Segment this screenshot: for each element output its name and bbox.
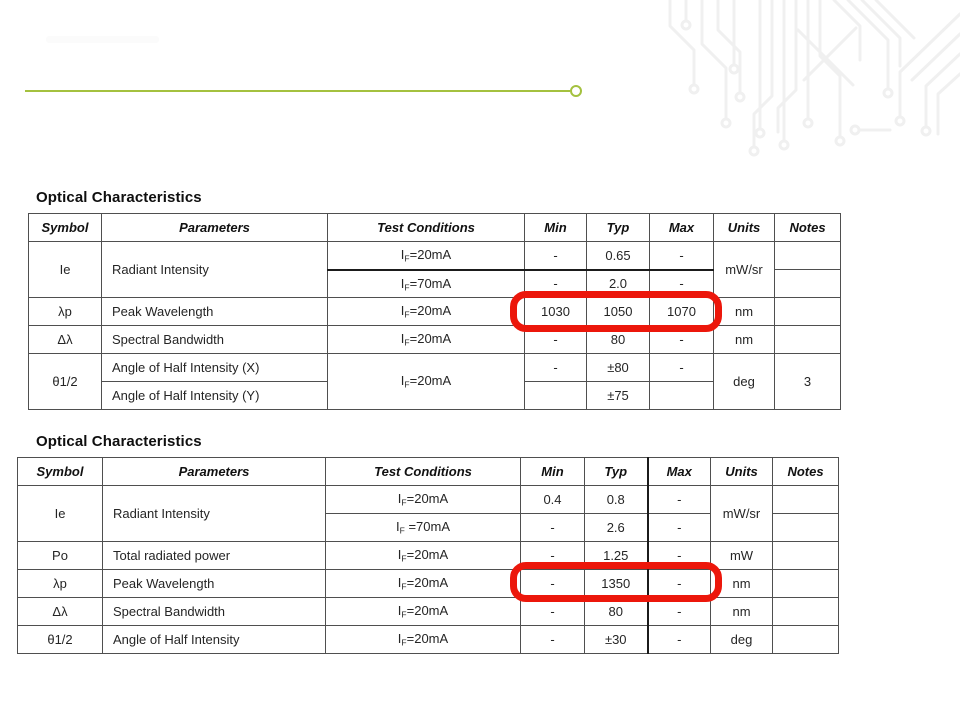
tc-symbol: I [396,519,400,535]
tc-subscript: F [401,581,407,592]
parameter-cell: Angle of Half Intensity (X) [102,354,328,382]
table1-title: Optical Characteristics [36,189,202,206]
parameter-cell: Peak Wavelength [103,570,326,598]
tc-value: =20mA [409,303,452,319]
typ-cell: 1050 [587,298,650,326]
max-cell: - [650,270,714,298]
test-condition-cell [328,354,525,410]
typ-cell: ±80 [587,354,650,382]
units-cell: deg [711,626,773,654]
tc-value: =20mA [406,631,449,647]
units-cell: mW/sr [714,242,775,298]
tc-value: =20mA [406,491,449,507]
notes-cell [773,486,839,514]
units-cell: mW [711,542,773,570]
tc-subscript: F [404,309,410,320]
min-cell [525,382,587,410]
tc-value: =20mA [409,247,452,262]
table-row [29,242,841,270]
units-cell: nm [714,326,775,354]
symbol-cell: Po [18,542,103,570]
col-header-test-conditions: Test Conditions [328,214,525,242]
min-cell: 1030 [525,298,587,326]
typ-cell: 0.8 [585,486,648,514]
test-condition-cell [326,626,521,654]
notes-cell [775,242,841,270]
tc-value: =20mA [406,575,449,591]
parameter-cell: Spectral Bandwidth [103,598,326,626]
symbol-cell: Ie [18,486,103,542]
col-header-units: Units [711,458,773,486]
min-cell: - [525,270,587,298]
tc-symbol: I [400,331,405,347]
max-cell: - [648,570,711,598]
max-cell [650,382,714,410]
tc-value: =70mA [409,275,452,291]
min-cell: - [525,354,587,382]
notes-cell [775,270,841,298]
max-cell: - [648,598,711,626]
max-cell: - [650,242,714,270]
table-row [18,626,839,654]
typ-cell: 2.6 [585,514,648,542]
col-header-max: Max [650,214,714,242]
table2-title: Optical Characteristics [36,433,202,450]
col-header-units: Units [714,214,775,242]
green-line-endpoint-dot-icon [570,85,582,97]
parameter-cell: Radiant Intensity [103,486,326,542]
tc-value: =70mA [404,519,450,535]
tc-subscript: F [401,497,407,508]
max-cell: - [648,514,711,542]
typ-cell: 80 [587,326,650,354]
min-cell: - [521,626,585,654]
tc-subscript: F [401,609,407,620]
symbol-cell: λp [29,298,102,326]
circuit-pattern-decoration [648,0,960,172]
typ-cell: ±75 [587,382,650,410]
typ-cell: 1.25 [585,542,648,570]
test-condition-cell [326,570,521,598]
notes-cell [773,570,839,598]
tc-subscript: F [404,337,410,348]
tc-symbol: I [400,373,405,389]
units-cell: deg [714,354,775,410]
tc-symbol: I [400,303,405,319]
min-cell: - [521,570,585,598]
tc-value: =20mA [409,331,452,347]
symbol-cell: λp [18,570,103,598]
highlight-box-peak-wavelength-table1 [510,291,722,332]
max-cell: - [650,354,714,382]
table-row [29,326,841,354]
notes-cell [773,626,839,654]
tc-subscript: F [401,553,407,564]
col-header-min: Min [525,214,587,242]
tc-value: =20mA [406,603,449,619]
col-header-notes: Notes [775,214,841,242]
notes-cell [773,598,839,626]
test-condition-cell [328,326,525,354]
optical-characteristics-table-2 [17,457,839,654]
min-cell: 0.4 [521,486,585,514]
tc-subscript: F [404,282,410,292]
typ-cell: 2.0 [587,270,650,298]
symbol-cell: θ1/2 [29,354,102,410]
units-cell: nm [714,298,775,326]
typ-cell: 0.65 [587,242,650,270]
parameter-cell: Peak Wavelength [102,298,328,326]
min-cell: - [521,514,585,542]
min-cell: - [521,598,585,626]
notes-cell: 3 [775,354,841,410]
max-cell: - [648,626,711,654]
test-condition-cell [328,270,525,298]
tc-subscript: F [404,379,410,390]
min-cell: - [525,326,587,354]
table2-header-row [18,458,839,486]
notes-cell [775,298,841,326]
col-header-test-conditions: Test Conditions [326,458,521,486]
table-row [18,486,839,514]
col-header-parameters: Parameters [103,458,326,486]
symbol-cell: Δλ [18,598,103,626]
table1-header-row [29,214,841,242]
tc-symbol: I [397,575,402,591]
parameter-cell: Angle of Half Intensity [103,626,326,654]
test-condition-cell [326,514,521,542]
units-cell: nm [711,598,773,626]
typ-cell: ±30 [585,626,648,654]
min-cell: - [521,542,585,570]
col-header-symbol: Symbol [29,214,102,242]
tc-subscript: F [404,253,410,264]
col-header-max: Max [648,458,711,486]
col-header-min: Min [521,458,585,486]
col-header-parameters: Parameters [102,214,328,242]
col-header-typ: Typ [585,458,648,486]
notes-cell [773,542,839,570]
typ-cell: 1350 [585,570,648,598]
test-condition-cell [326,486,521,514]
units-cell: mW/sr [711,486,773,542]
green-divider-line [25,90,570,92]
parameter-cell: Total radiated power [103,542,326,570]
col-header-notes: Notes [773,458,839,486]
parameter-cell: Angle of Half Intensity (Y) [102,382,328,410]
tc-subscript: F [401,637,407,648]
highlight-box-peak-wavelength-table2 [510,562,722,602]
test-condition-cell [328,242,525,270]
tc-symbol: I [400,275,405,291]
tc-symbol: I [397,491,402,507]
notes-cell [775,326,841,354]
parameter-cell: Spectral Bandwidth [102,326,328,354]
max-cell: - [648,542,711,570]
max-cell: - [650,326,714,354]
faint-logo-ghost [46,36,159,43]
tc-symbol: I [397,547,402,563]
max-cell: - [648,486,711,514]
tc-value: =20mA [409,373,452,389]
symbol-cell: θ1/2 [18,626,103,654]
notes-cell [773,514,839,542]
col-header-typ: Typ [587,214,650,242]
parameter-cell: Radiant Intensity [102,242,328,298]
test-condition-cell [328,298,525,326]
max-cell: 1070 [650,298,714,326]
tc-subscript: F [399,525,405,536]
tc-symbol: I [400,247,405,262]
units-cell: nm [711,570,773,598]
table-row [18,598,839,626]
tc-symbol: I [397,631,402,647]
symbol-cell: Δλ [29,326,102,354]
typ-cell: 80 [585,598,648,626]
table-row [29,354,841,382]
col-header-symbol: Symbol [18,458,103,486]
tc-symbol: I [397,603,402,619]
test-condition-cell [326,542,521,570]
test-condition-cell [326,598,521,626]
min-cell: - [525,242,587,270]
symbol-cell: Ie [29,242,102,298]
tc-value: =20mA [406,547,449,563]
